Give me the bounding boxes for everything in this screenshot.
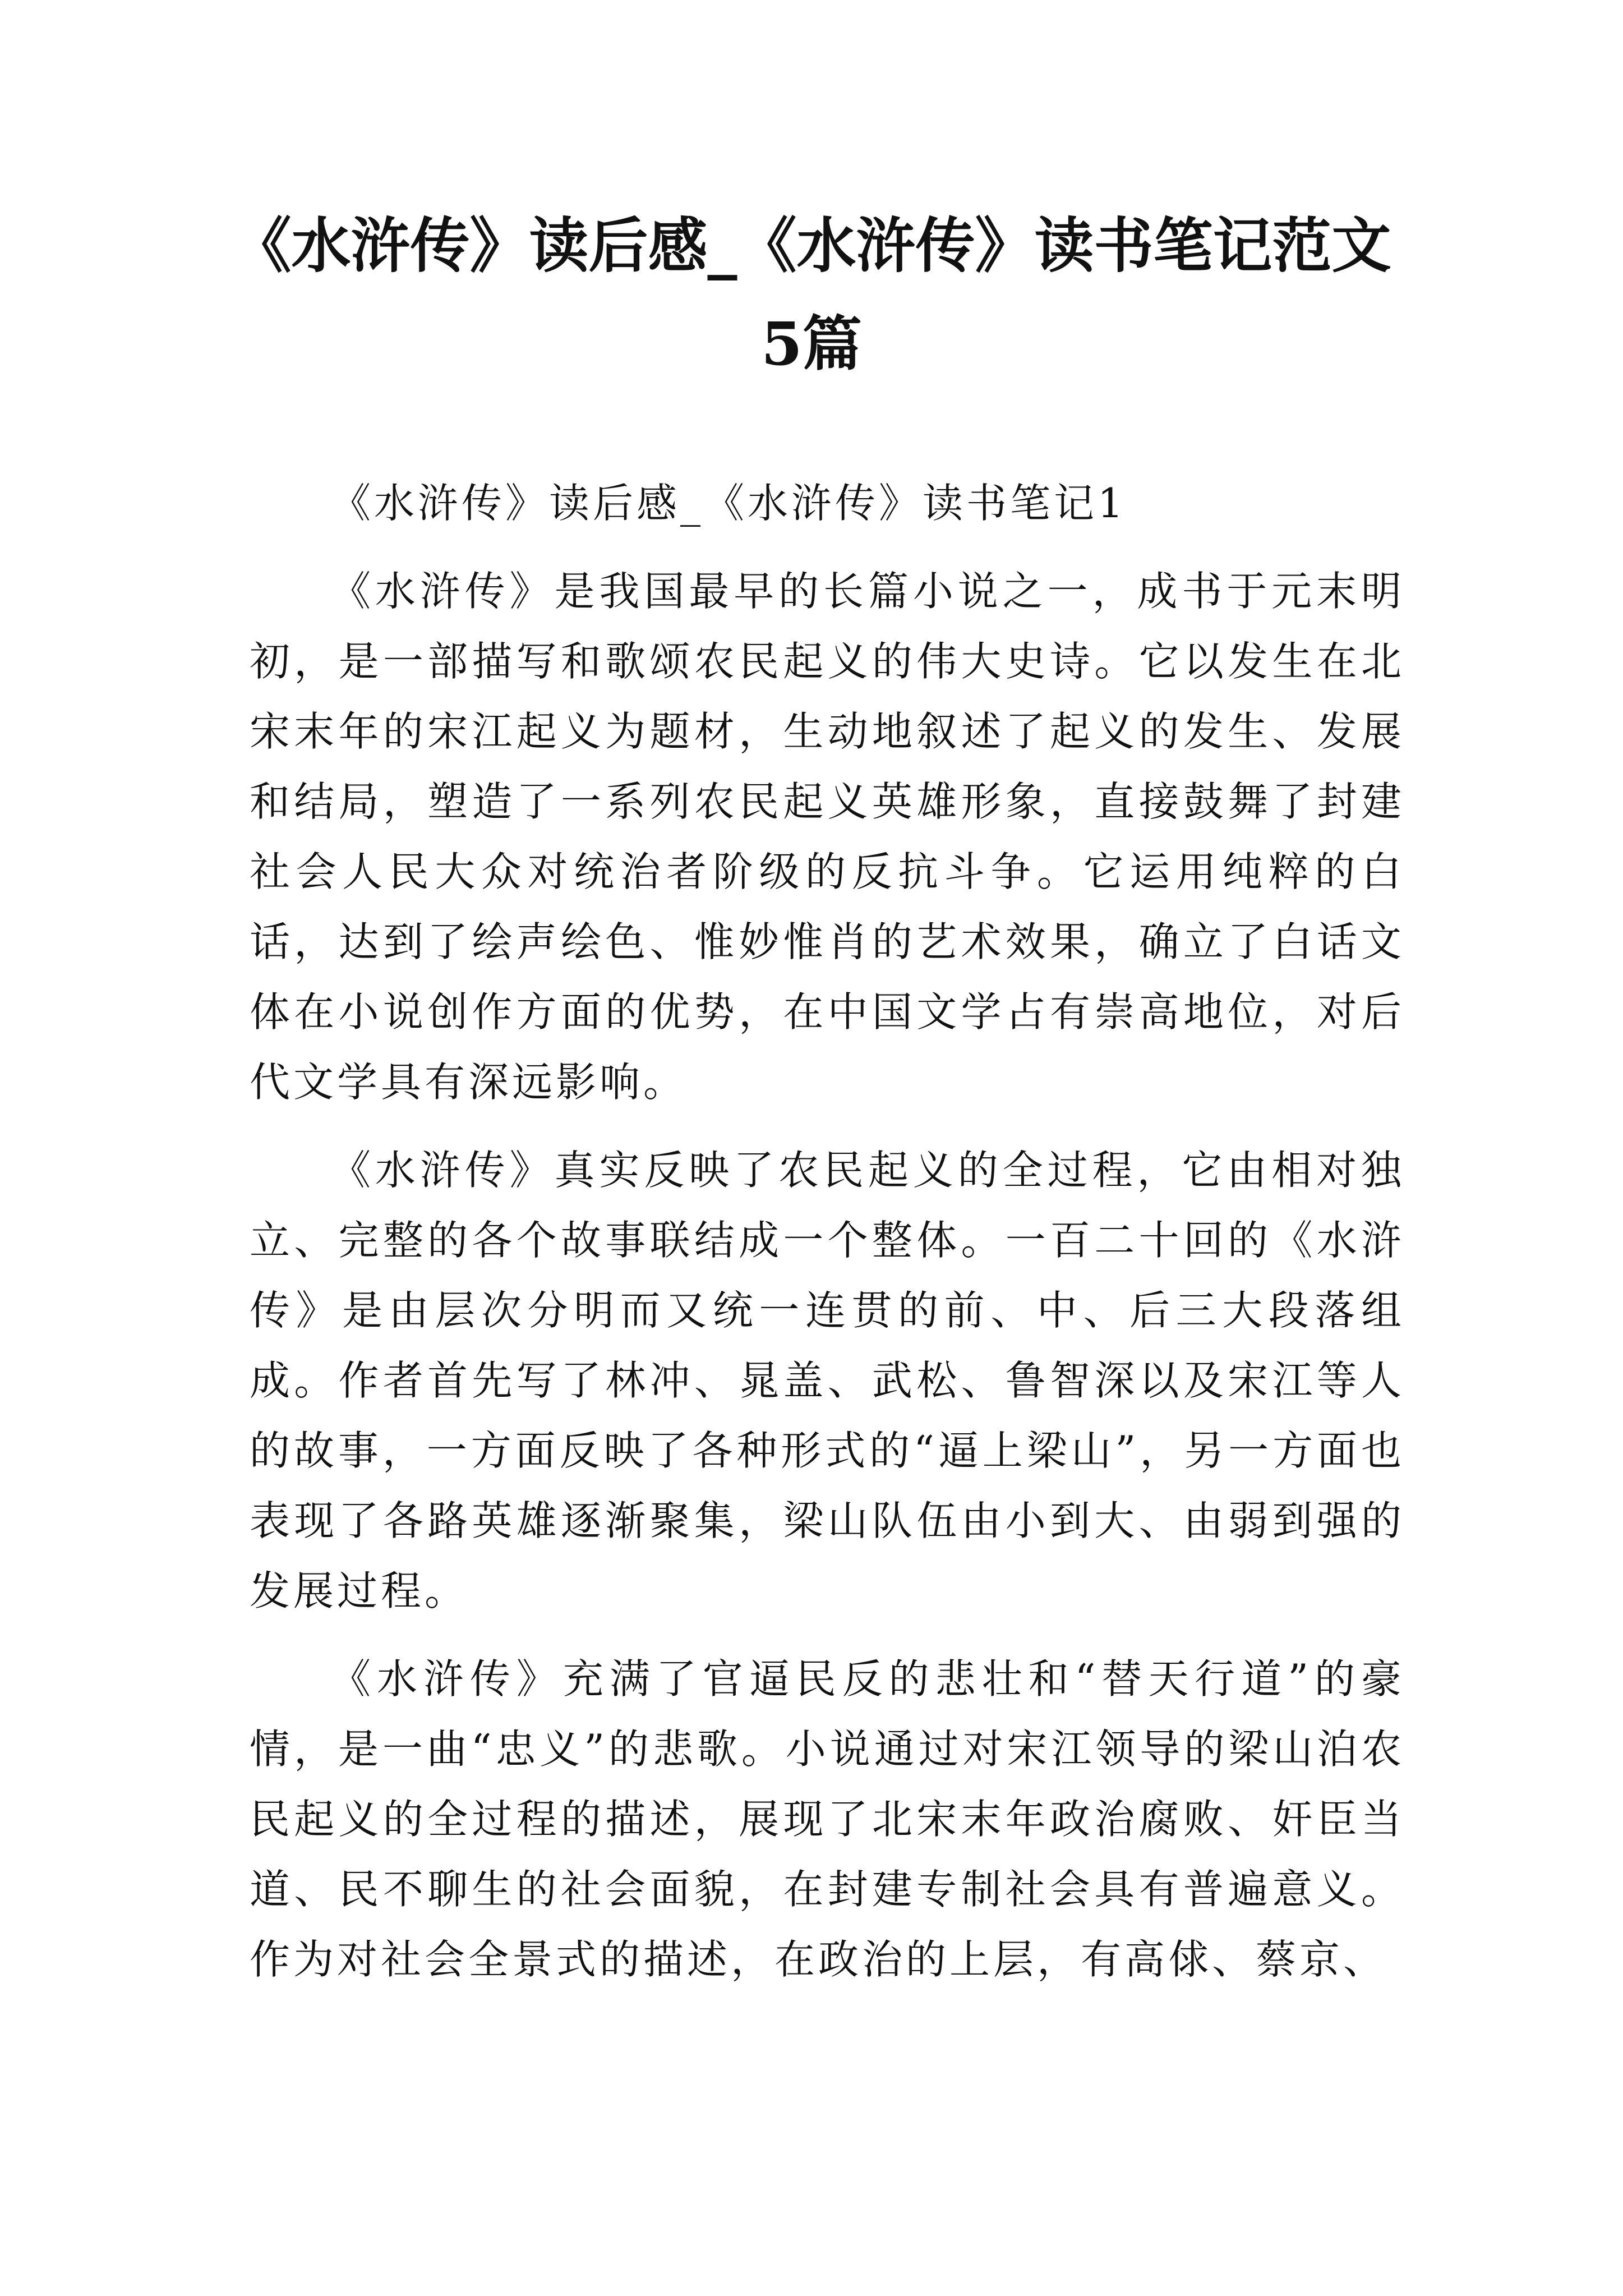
document-body — [250, 468, 1405, 1995]
paragraph-2: 《水浒传》真实反映了农民起义的全过程，它由相对独立、完整的各个故事联结成一个整体。一百二十回的《水浒传》是由层次分明而又统一连贯的前、中、后三大段落组成。作者首先写了林冲、晁盖、武松、鲁智深以及宋江等人的故事，一方面反映了各种形式的“逼上梁山”，另一方面也表现了各路英雄逐渐聚集，梁山队伍由小到大、由弱到强的发展过程。 — [250, 1147, 1405, 1614]
paragraph-1: 《水浒传》是我国最早的长篇小说之一，成书于元末明初，是一部描写和歌颂农民起义的伟大史诗。它以发生在北宋末年的宋江起义为题材，生动地叙述了起义的发生、发展和结局，塑造了一系列农民起义英雄形象，直接鼓舞了封建社会人民大众对统治者阶级的反抗斗争。它运用纯粹的白话，达到了绘声绘色、惟妙惟肖的艺术效果，确立了白话文体在小说创作方面的优势，在中国文学占有崇高地位，对后代文学具有深远影响。 — [250, 568, 1405, 1106]
paragraph-3: 《水浒传》充满了官逼民反的悲壮和“替天行道”的豪情，是一曲“忠义”的悲歌。小说通过对宋江领导的梁山泊农民起义的全过程的描述，展现了北宋末年政治腐败、奸臣当道、民不聊生的社会面貌，在封建专制社会具有普遍意义。作为对社会全景式的描述，在政治的上层，有高俅、蔡京、 — [250, 1655, 1405, 1983]
section-heading: 《水浒传》读后感_《水浒传》读书笔记1 — [330, 480, 1127, 527]
document-title: 《水浒传》读后感_《水浒传》读书笔记范文5篇 — [232, 210, 1391, 379]
